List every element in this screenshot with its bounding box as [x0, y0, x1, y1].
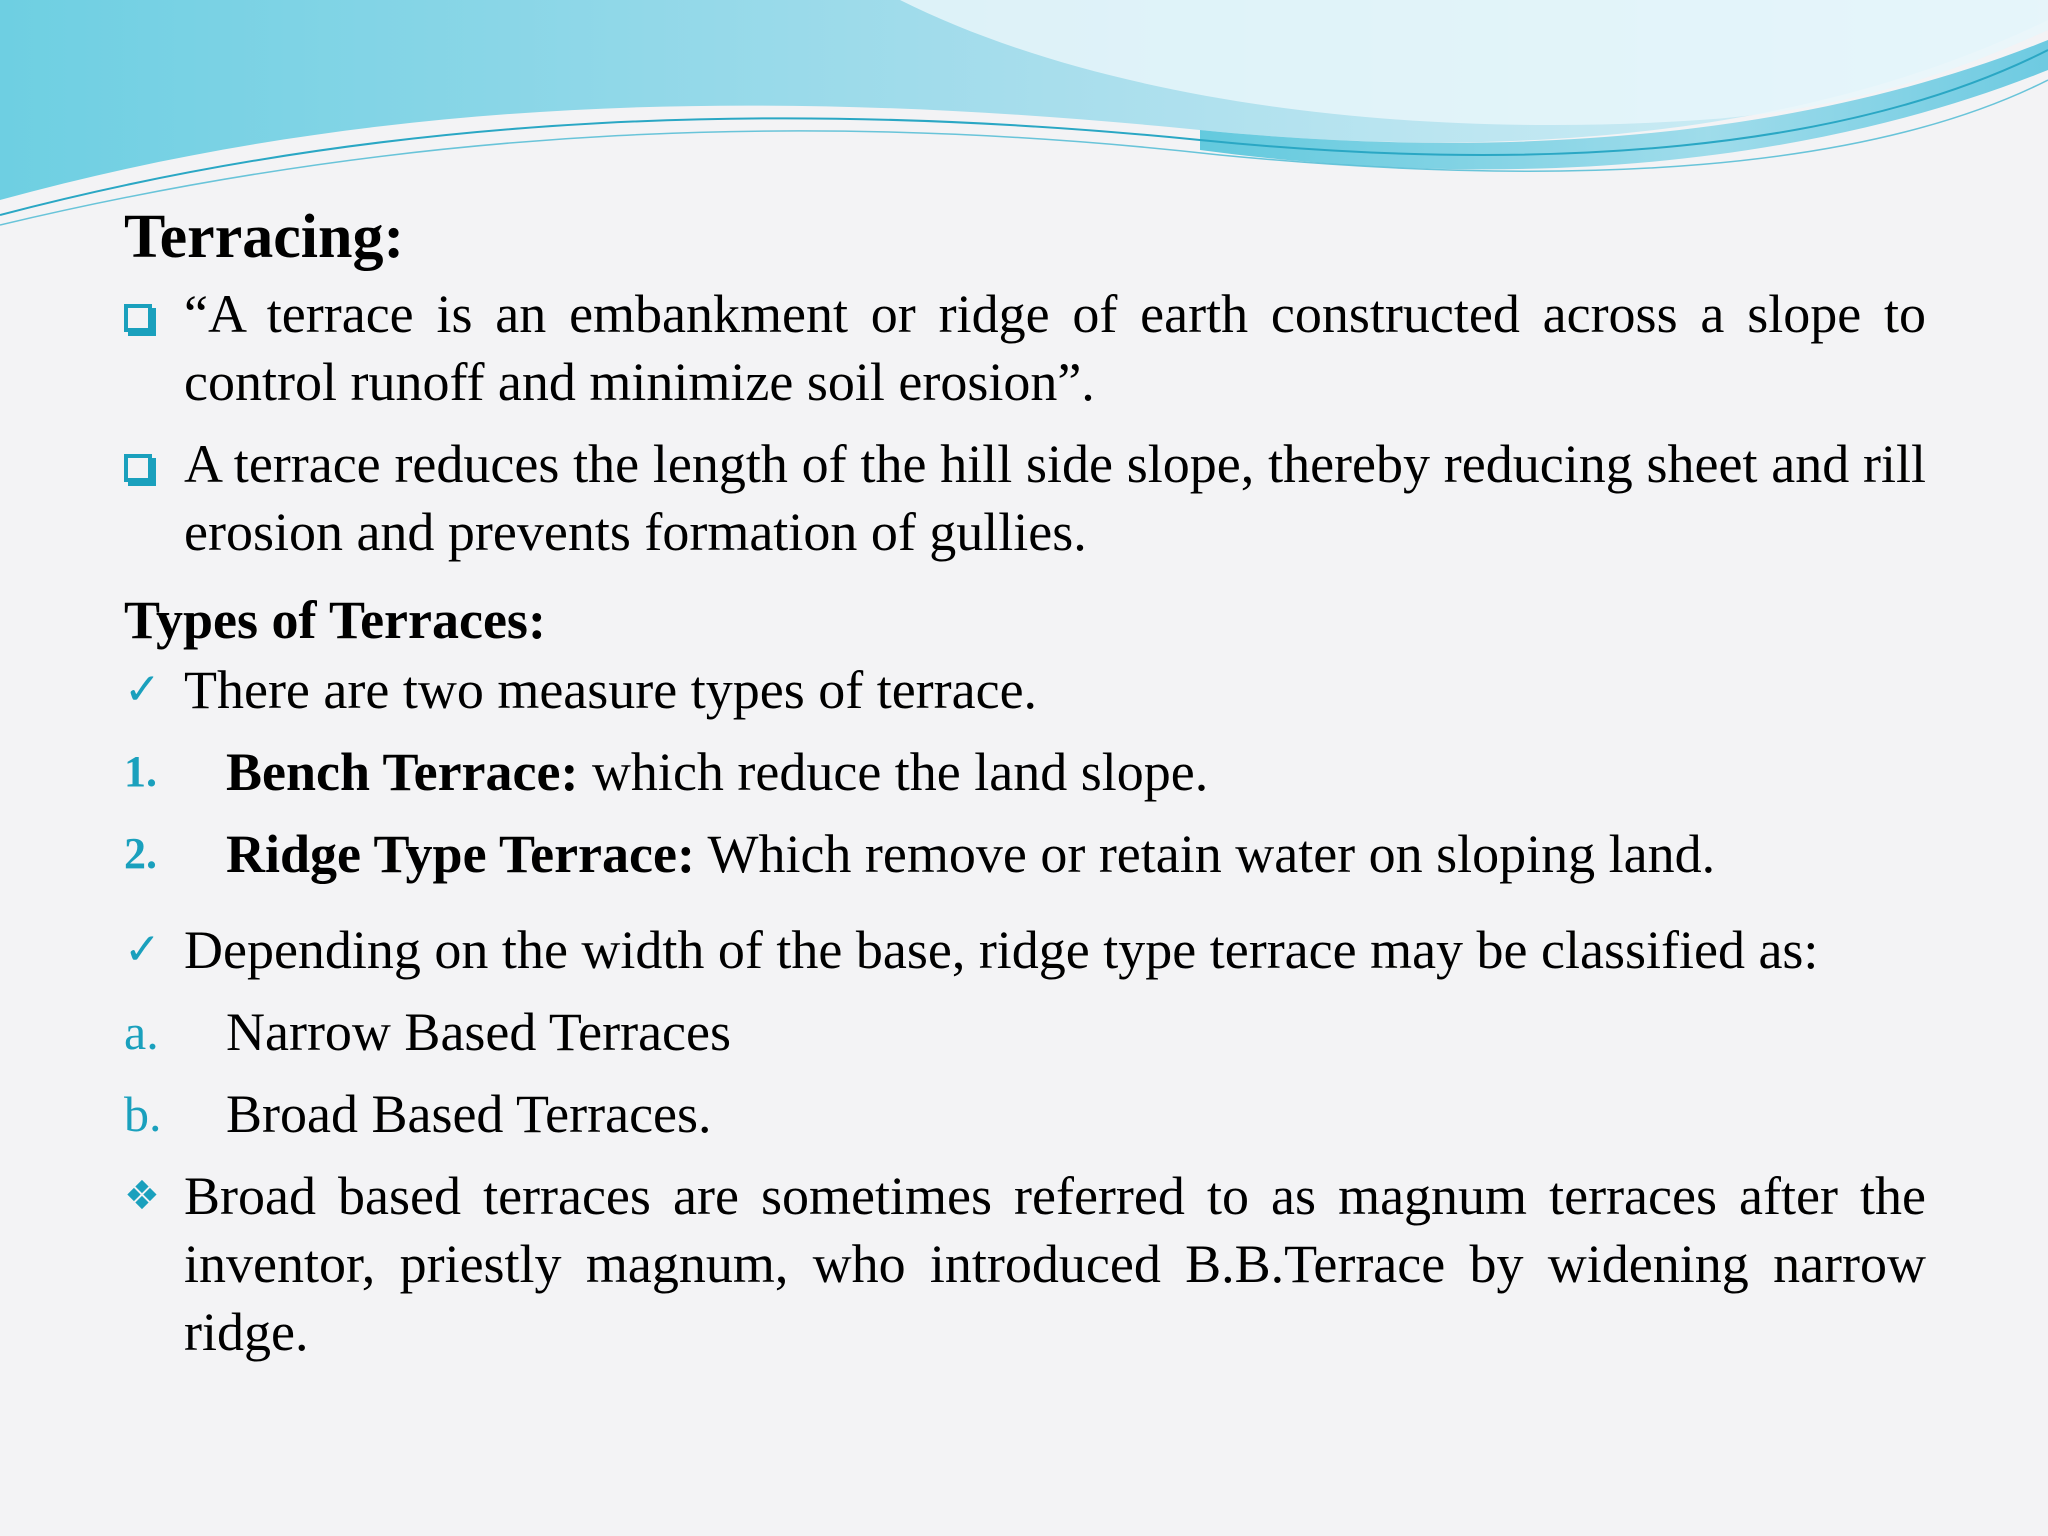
- list-letter: b.: [124, 1086, 162, 1142]
- slide-content: [124, 196, 1926, 1366]
- types-intro: [124, 656, 1926, 724]
- definition-text: “A terrace is an embankment or ridge of earth constructed across a slope to control runoff and minimize soil erosion”.: [184, 284, 1926, 412]
- type-item-bench: [124, 738, 1926, 806]
- magnum-note-text: Broad based terraces are sometimes referred to as magnum terraces after the inventor, priestly magnum, who introduced B.B.Terrace by widening narrow ridge.: [184, 1166, 1926, 1362]
- definition-text: A terrace reduces the length of the hill side slope, thereby reducing sheet and rill erosion and prevents formation of gullies.: [184, 434, 1926, 562]
- list-number: 2.: [124, 829, 157, 878]
- magnum-note: [124, 1162, 1926, 1366]
- ridge-type-name: Broad Based Terraces.: [226, 1084, 712, 1144]
- four-diamond-icon: ❖: [124, 1173, 160, 1219]
- definition-point: [124, 280, 1926, 416]
- types-intro-text: There are two measure types of terrace.: [184, 660, 1038, 720]
- check-mark-icon: ✓: [124, 664, 161, 715]
- type-item-ridge: [124, 820, 1926, 888]
- type-name: Bench Terrace:: [226, 742, 579, 802]
- hollow-square-bullet-icon: [124, 430, 152, 498]
- definition-point: [124, 430, 1926, 566]
- list-number: 1.: [124, 747, 157, 796]
- ridge-intro: [124, 916, 1926, 984]
- type-desc: Which remove or retain water on sloping land.: [694, 824, 1716, 884]
- ridge-type-item-broad: [124, 1080, 1926, 1148]
- ridge-type-name: Narrow Based Terraces: [226, 1002, 731, 1062]
- ridge-intro-text: Depending on the width of the base, ridge type terrace may be classified as:: [184, 920, 1819, 980]
- type-name: Ridge Type Terrace:: [226, 824, 695, 884]
- check-mark-icon: ✓: [124, 924, 161, 975]
- list-letter: a.: [124, 1004, 159, 1060]
- type-desc: which reduce the land slope.: [578, 742, 1209, 802]
- slide-title: Terracing:: [124, 203, 405, 271]
- types-heading: Types of Terraces:: [124, 590, 546, 650]
- ridge-type-item-narrow: [124, 998, 1926, 1066]
- hollow-square-bullet-icon: [124, 280, 152, 348]
